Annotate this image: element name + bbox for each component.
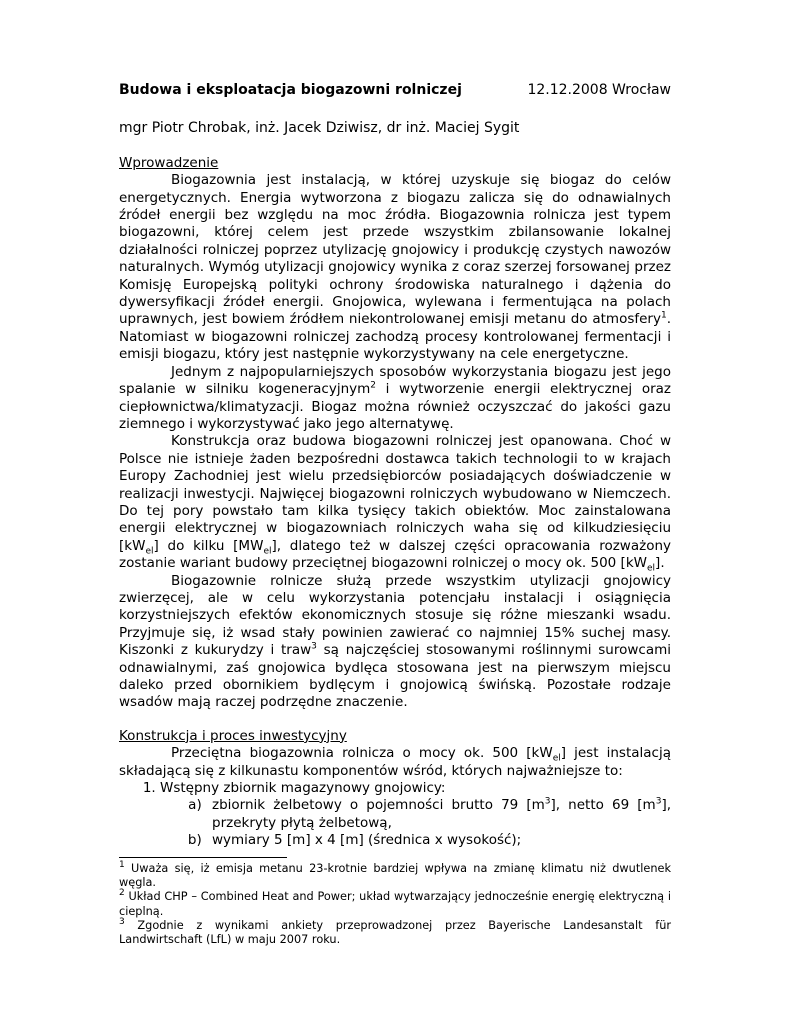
paragraph-introduction-2: Jednym z najpopularniejszych sposobów wykorzystania biogazu jest jego spalanie w silniku kogeneracyjnym$^2$ i wytworzenie energii elektrycznej oraz ciepłownictwa/klimatyzacji. Biogaz można również oczyszczać do jakości gazu ziemnego i wykorzystywać jako jego alternatywę. — [119, 363, 671, 432]
footnote-separator — [119, 857, 287, 858]
paragraph-introduction-3: Konstrukcja oraz budowa biogazowni rolniczej jest opanowana. Choć w Polsce nie istnieje żaden bezpośredni dostawca takich technologii to w krajach Europy Zachodniej jest wielu przedsiębiorców posiadających doświadczenie w realizacji inwestycji. Najwięcej biogazowni rolniczych wybudowano w Niemczech. Do tej pory powstało tam kilka tysięcy takich obiektów. Moc zainstalowana energii elektrycznej w biogazowniach rolniczych waha się od kilkudziesięciu $[kW_{el}]$ do kilku $[MW_{el}]$, dlatego też w dalszej części opracowania rozważony zostanie wariant budowy przeciętnej biogazowni rolniczej o mocy ok. 500 $[kW_{el}]$. — [119, 433, 671, 574]
footnotes — [119, 862, 671, 947]
document-body — [119, 82, 671, 850]
paragraph-construction-1: Przeciętna biogazownia rolnicza o mocy ok. 500 $[kW_{el}]$ jest instalacją składającą się z kilkunastu komponentów wśród, których najważniejsze to: — [119, 745, 671, 779]
footnote-ref-3: 3 — [311, 641, 317, 652]
components-list — [119, 780, 671, 850]
list-item: a. zbiornik żelbetowy o pojemności brutto 79 $[m^3]$, netto 69 $[m^3]$, przekryty płytą żelbetową, — [206, 797, 671, 832]
authors-line: mgr Piotr Chrobak, inż. Jacek Dziwisz, dr inż. Maciej Sygit — [119, 120, 520, 137]
document-date-place: 12.12.2008 Wrocław — [527, 82, 671, 98]
section-heading-construction: Konstrukcja i proces inwestycyjny — [119, 727, 347, 744]
list-item: b. wymiary 5 [m] x 4 [m] (średnica x wysokość); — [206, 832, 671, 849]
footnote-ref-2: 2 — [370, 380, 377, 391]
document-header — [119, 82, 671, 99]
list-item: 1. Wstępny zbiornik magazynowy gnojowicy: a. zbiornik żelbetowy o pojemności brutto 79 $[m^3]$, netto 69 $[m^3]$, przekryty płytą żelbetową, b. wymiary 5 [m] x 4 [m] (średnica x wysokość); — [160, 780, 671, 850]
paragraph-introduction-4: Biogazownie rolnicze służą przede wszystkim utylizacji gnojowicy zwierzęcej, ale w celu wykorzystania potencjału instalacji i osiągnięcia korzystniejszych efektów ekonomicznych stosuje się różne mieszanki wsadu. Przyjmuje się, iż wsad stały powinien zawierać co najmniej 15% suchej masy. Kiszonki z kukurydzy i traw$^3$ są najczęściej stosowanymi roślinnymi surowcami odnawialnymi, zaś gnojowica bydlęca stosowana jest na pierwszym miejscu daleko przed obornikiem bydlęcym i gnojowicą świńską. Pozostałe rodzaje wsadów mają raczej podrzędne znaczenie. — [119, 572, 671, 711]
footnote-1: $^1$ Uważa się, iż emisja metanu 23-krotnie bardziej wpływa na zmianę klimatu niż dwutlenek węgla. — [119, 860, 671, 890]
section-heading-introduction: Wprowadzenie — [119, 154, 219, 171]
paragraph-introduction-1: Biogazownia jest instalacją, w której uzyskuje się biogaz do celów energetycznych. Energia wytworzona z biogazu zalicza się do odnawialnych źródeł energii bez względu na moc źródła. Biogazownia rolnicza jest typem biogazowni, której celem jest przede wszystkim zbilansowanie lokalnej działalności rolniczej poprzez utylizację gnojowicy i produkcję czystych nawozów naturalnych. Wymóg utylizacji gnojowicy wynika z coraz szerzej forsowanej przez Komisję Europejską polityki ochrony środowiska naturalnego i dążenia do dywersyfikacji źródeł energii. Gnojowica, wylewana i fermentująca na polach uprawnych, jest bowiem źródłem niekontrolowanej emisji metanu do atmosfery$^1$. Natomiast w biogazowni rolniczej zachodzą procesy kontrolowanej fermentacji i emisji biogazu, który jest następnie wykorzystywany na cele energetyczne. — [119, 172, 671, 363]
footnote-2: $^2$ Układ CHP – Combined Heat and Power; układ wytwarzający jednocześnie energię elektryczną i cieplną. — [119, 888, 671, 918]
footnote-3: $^3$ Zgodnie z wynikami ankiety przeprowadzonej przez Bayerische Landesanstalt für Landwirtschaft (LfL) w maju 2007 roku. — [119, 917, 671, 947]
footnote-ref-1: 1 — [660, 310, 667, 321]
document-title: Budowa i eksploatacja biogazowni rolniczej — [119, 82, 462, 98]
components-sublist — [160, 797, 671, 849]
